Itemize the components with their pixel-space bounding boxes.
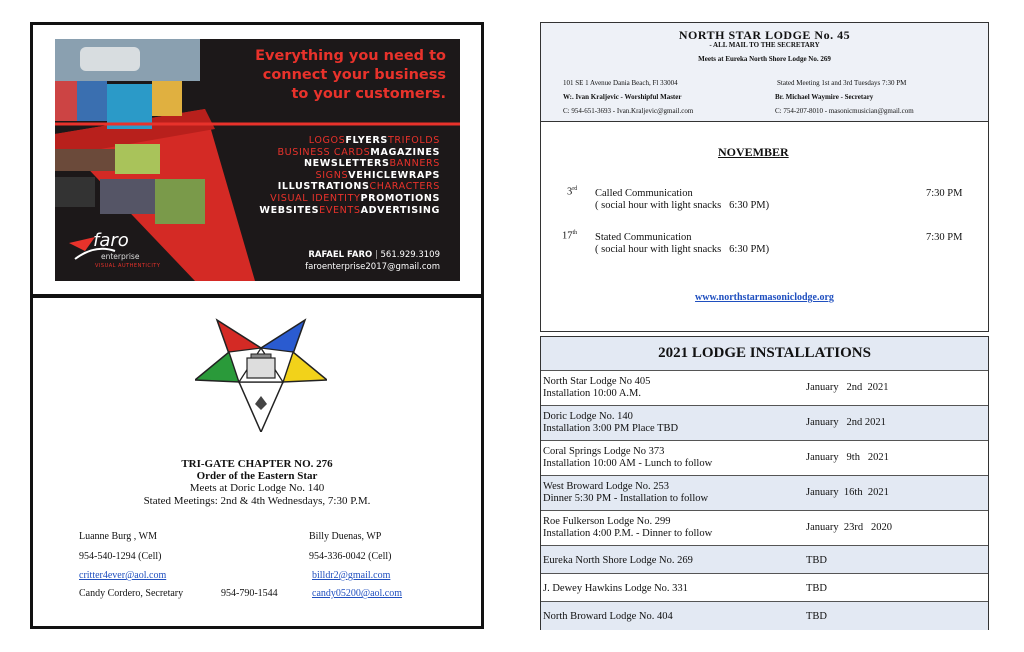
wp-email-link[interactable]: billdr2@gmail.com (312, 570, 391, 581)
lodge-name: North Star Lodge No 405 (543, 376, 651, 387)
wm-contact: C: 954-651-3693 - Ivan.Kraljevic@gmail.com (563, 107, 694, 115)
lodge-name: Coral Springs Lodge No 373 (543, 446, 665, 457)
installation-row (541, 601, 988, 630)
service-word: BUSINESS CARDS (277, 146, 371, 158)
event-day: 3rd (567, 186, 578, 198)
faro-logo-tag: VISUAL AUTHENTICITY (95, 263, 161, 269)
ad-headline-line: connect your business (262, 67, 446, 83)
service-word: BANNERS (389, 158, 440, 170)
ad-headline (196, 47, 446, 104)
event-time: 7:30 PM (926, 232, 963, 243)
installation-row (541, 475, 988, 510)
lodge-address: 101 SE 1 Avenue Dania Beach, Fl 33004 (563, 79, 678, 87)
faro-enterprise-ad (55, 39, 460, 281)
thumbnail-7 (55, 177, 95, 207)
altar-icon (247, 358, 275, 378)
installation-date: TBD (806, 611, 827, 622)
event-day: 17th (562, 230, 578, 242)
ad-contact: RAFAEL FARO | 561.929.3109 faroenterprise2017@gmail.com (305, 250, 440, 272)
faro-logo-sub: enterprise (101, 252, 140, 261)
service-line (240, 170, 440, 182)
service-word: VISUAL IDENTITY (270, 192, 361, 204)
secretary-name: Candy Cordero, Secretary (79, 588, 184, 599)
lodge-stated-meeting: Stated Meeting 1st and 3rd Tuesdays 7:30 PM (777, 79, 907, 87)
installation-row (541, 573, 988, 601)
installation-detail: Installation 3:00 PM Place TBD (543, 423, 679, 434)
service-list (240, 135, 440, 216)
lodge-title: NORTH STAR LODGE No. 45 (678, 28, 851, 42)
installations-table (540, 336, 989, 630)
event-title: Called Communication (595, 188, 693, 199)
chapter-stated-meetings: Stated Meetings: 2nd & 4th Wednesdays, 7:30 P.M. (143, 495, 371, 507)
ad-headline-line: Everything you need to (255, 48, 446, 64)
service-word: CHARACTERS (369, 181, 440, 193)
installation-detail: Installation 4:00 P.M. - Dinner to follow (543, 528, 713, 539)
lodge-name: West Broward Lodge No. 253 (543, 481, 670, 492)
chapter-title: TRI-GATE CHAPTER NO. 276 (181, 458, 333, 470)
lodge-header (540, 22, 989, 122)
installation-date: January 23rd 2020 (806, 522, 893, 533)
chapter-subtitle: Order of the Eastern Star (196, 470, 318, 482)
service-word: LOGOS (308, 135, 346, 146)
service-line (240, 205, 440, 217)
lodge-meets: Meets at Eureka North Shore Lodge No. 269 (698, 55, 831, 63)
ad-name: RAFAEL FARO (308, 250, 373, 260)
event-note: ( social hour with light snacks 6:30 PM) (595, 244, 770, 255)
secretary-phone: 954-790-1544 (221, 588, 278, 599)
november-calendar (540, 122, 989, 332)
service-word: ADVERTISING (360, 204, 440, 216)
logo-swoosh-red (69, 237, 95, 251)
wp-phone: 954-336-0042 (Cell) (309, 551, 392, 562)
thumbnail-6 (115, 144, 160, 174)
chapter-meets: Meets at Doric Lodge No. 140 (189, 482, 325, 494)
installation-date: January 2nd 2021 (806, 382, 889, 393)
service-line (240, 193, 440, 205)
service-word: PROMOTIONS (360, 192, 440, 204)
eastern-star-emblem-icon (195, 306, 327, 432)
eastern-star-panel (30, 296, 484, 629)
installation-row (541, 370, 988, 405)
service-word: EVENTS (319, 204, 361, 216)
installation-row (541, 440, 988, 475)
installation-detail: Installation 10:00 AM - Lunch to follow (543, 458, 713, 469)
thumbnail-8 (100, 179, 155, 214)
installation-date: January 16th 2021 (806, 487, 889, 498)
service-word: SIGNS (315, 169, 349, 181)
lodge-name: North Broward Lodge No. 404 (543, 611, 673, 622)
service-line (240, 147, 440, 159)
installation-date: TBD (806, 583, 827, 594)
service-word: WEBSITES (259, 204, 320, 216)
thumbnail-9 (155, 179, 205, 224)
installation-date: January 9th 2021 (806, 452, 889, 463)
ad-phone: 561.929.3109 (380, 250, 440, 260)
event-time: 7:30 PM (926, 188, 963, 199)
worshipful-master: W:. Ivan Kraljevic - Worshipful Master (563, 93, 682, 101)
service-word: VEHICLEWRAPS (348, 169, 440, 181)
service-word: MAGAZINES (370, 146, 440, 158)
lodge-name: J. Dewey Hawkins Lodge No. 331 (543, 583, 688, 594)
lodge-secretary: Br. Michael Waymire - Secretary (775, 93, 874, 101)
headline-divider (55, 121, 460, 127)
thumbnail-5 (55, 149, 115, 171)
thumbnail-4 (152, 81, 182, 116)
secretary-email-link[interactable]: candy05200@aol.com (312, 588, 403, 599)
advertisement-panel (30, 22, 484, 297)
wm-phone: 954-540-1294 (Cell) (79, 551, 162, 562)
service-line (240, 181, 440, 193)
service-line (240, 135, 440, 147)
thumbnail-1 (55, 81, 77, 121)
installation-row (541, 545, 988, 573)
installation-row (541, 405, 988, 440)
lodge-mail-note: - ALL MAIL TO THE SECRETARY (709, 41, 820, 49)
installation-date: January 2nd 2021 (806, 417, 886, 428)
november-heading: NOVEMBER (718, 145, 789, 159)
thumbnail-2 (77, 81, 107, 121)
service-word: TRIFOLDS (387, 135, 440, 146)
lodge-website-link[interactable]: www.northstarmasoniclodge.org (695, 292, 834, 303)
event-note: ( social hour with light snacks 6:30 PM) (595, 200, 770, 211)
service-word: NEWSLETTERS (303, 158, 390, 170)
service-line (240, 158, 440, 170)
installation-row (541, 510, 988, 545)
installation-detail: Installation 10:00 A.M. (543, 388, 641, 399)
wm-name: Luanne Burg , WM (79, 531, 157, 542)
ad-headline-line: to your customers. (291, 86, 446, 102)
service-word: ILLUSTRATIONS (277, 181, 370, 193)
service-word: FLYERS (345, 135, 388, 146)
lodge-name: Eureka North Shore Lodge No. 269 (543, 555, 693, 566)
wm-email-link[interactable]: critter4ever@aol.com (79, 570, 167, 581)
lodge-name: Roe Fulkerson Lodge No. 299 (543, 516, 671, 527)
car-icon (80, 47, 140, 71)
faro-logo: faro (93, 230, 129, 251)
lodge-name: Doric Lodge No. 140 (543, 411, 633, 422)
event-title: Stated Communication (595, 232, 692, 243)
installation-detail: Dinner 5:30 PM - Installation to follow (543, 493, 709, 504)
installation-date: TBD (806, 555, 827, 566)
secretary-contact: C: 754-207-8010 - masonicmusician@gmail.com (775, 107, 914, 115)
installations-heading: 2021 LODGE INSTALLATIONS (541, 337, 988, 370)
wp-name: Billy Duenas, WP (309, 531, 382, 542)
ad-email: faroenterprise2017@gmail.com (305, 262, 440, 272)
